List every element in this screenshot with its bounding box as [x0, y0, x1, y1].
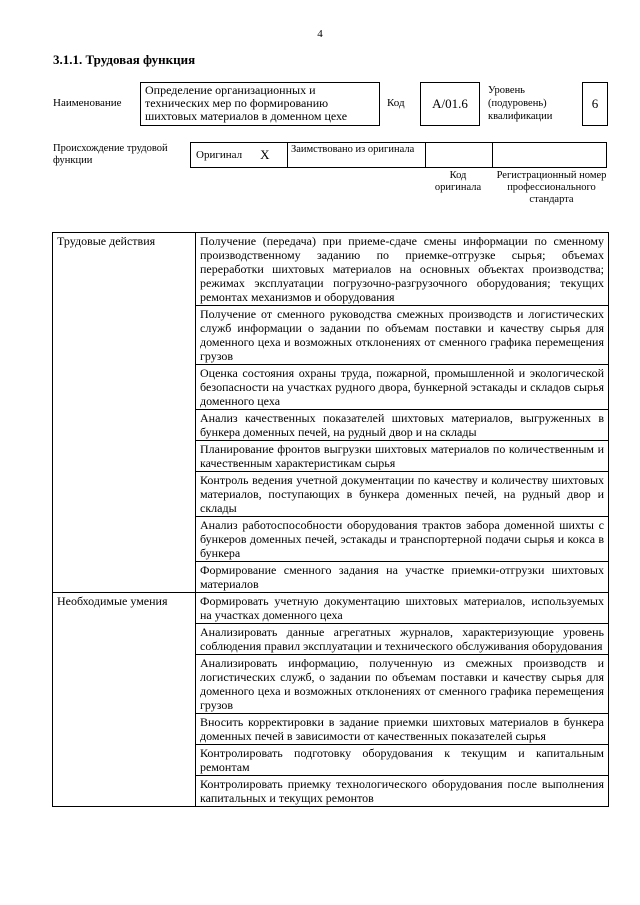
table-cell-item: Контролировать приемку технологического оборудования после выполнения капитальных и текущих ремонтов — [196, 776, 609, 807]
table-row — [53, 233, 609, 306]
reg-num-caption: Регистрационный номер профессионального стандарта — [496, 170, 607, 205]
page-number: 4 — [317, 28, 323, 40]
table-cell-item: Планирование фронтов выгрузки шихтовых материалов по количественным и качественным характеристикам сырья — [196, 441, 609, 472]
table-cell-item: Вносить корректировки в задание приемки шихтовых материалов в бункера доменных печей в зависимости от качественных показателей сырья — [196, 714, 609, 745]
function-name-box — [140, 82, 380, 126]
table-cell-item: Контроль ведения учетной документации по качеству и количеству шихтовых материалов, поступающих в бункера доменных печей, на рудный двор и склады — [196, 472, 609, 517]
code-orig-caption: Код оригинала — [434, 170, 482, 193]
original-mark: X — [260, 147, 270, 162]
name-label: Наименование — [53, 97, 122, 109]
table-cell-item: Контролировать подготовку оборудования к текущим и капитальным ремонтам — [196, 745, 609, 776]
table-cell-item: Анализировать данные агрегатных журналов, характеризующие уровень соблюдения правил эксплуатации и технического обслуживания оборудования — [196, 624, 609, 655]
table-cell-item: Анализ работоспособности оборудования трактов забора доменной шихты с бункеров доменных печей, эстакады и транспортерной подачи сырья и кокса в бункера — [196, 517, 609, 562]
level-label: Уровень (подуровень) квалификации — [488, 85, 553, 122]
table-cell-item: Анализировать информацию, полученную из смежных производств и логистических служб, о задании по объемам поставки и качеству сырья для доменного цеха и возможных отклонениях от сменного графика перемещения грузов — [196, 655, 609, 714]
original-cell — [190, 142, 288, 168]
table-cell-item: Формирование сменного задания на участке приемки-отгрузки шихтовых материалов — [196, 562, 609, 593]
table-row — [53, 593, 609, 624]
section-heading: Необходимые умения — [53, 593, 196, 807]
level-box — [582, 82, 608, 126]
original-label: Оригинал — [196, 149, 243, 161]
borrowed-label: Заимствовано из оригинала — [291, 144, 415, 155]
borrowed-cell — [287, 142, 426, 168]
origin-row — [190, 142, 607, 168]
code-box — [420, 82, 480, 126]
table-cell-item: Получение (передача) при приеме-сдаче смены информации по сменному производственному заданию по приемке-отгрузке сырья; объемах переработки шихтовых материалов на основных объектах производства; режимах эксплуатации погрузочно-разгрузочного оборудования; текущих ремонтах механизмов и оборудования — [196, 233, 609, 306]
function-name: Определение организационных и технических мер по формированию шихтовых материалов в доменном цехе — [145, 83, 348, 123]
level-value: 6 — [591, 96, 599, 111]
table-cell-item: Получение от сменного руководства смежных производств и логистических служб информации о задании по объемам поставки и качеству сырья для доменного цеха и возможных отклонениях от сменного графика перемещения грузов — [196, 306, 609, 365]
origin-label: Происхождение трудовой функции — [53, 143, 168, 166]
function-table — [52, 232, 609, 807]
table-cell-item: Оценка состояния охраны труда, пожарной, промышленной и экологической безопасности на участках рудного двора, бункерной эстакады и складов сырья доменного цеха — [196, 365, 609, 410]
code-label: Код — [387, 97, 405, 109]
section-heading: Трудовые действия — [53, 233, 196, 593]
code-value: А/01.6 — [432, 96, 468, 111]
table-cell-item: Анализ качественных показателей шихтовых материалов, выгруженных в бункера доменных печей, на рудный двор и на склады — [196, 410, 609, 441]
code-orig-cell — [425, 142, 493, 168]
section-title: 3.1.1. Трудовая функция — [53, 52, 196, 67]
table-cell-item: Формировать учетную документацию шихтовых материалов, используемых на участках доменного цеха — [196, 593, 609, 624]
reg-num-cell — [492, 142, 607, 168]
